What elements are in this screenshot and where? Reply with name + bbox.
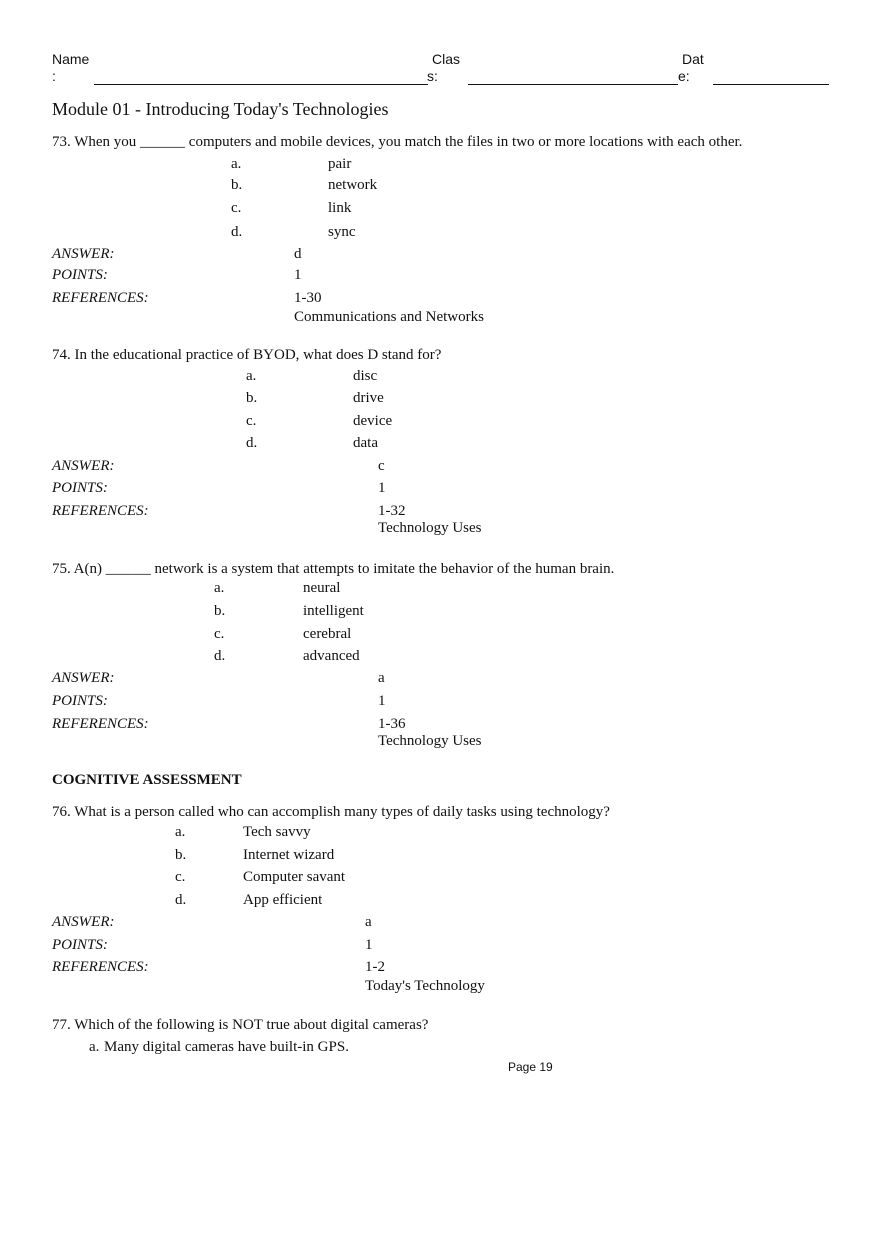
option-text: cerebral <box>303 626 352 642</box>
answer-label: ANSWER: <box>52 914 115 930</box>
date-label-suffix: e: <box>678 68 690 84</box>
reference-topic: Communications and Networks <box>294 309 484 325</box>
reference-topic: Technology Uses <box>378 520 482 536</box>
class-label-suffix: s: <box>427 68 438 84</box>
option-letter: a. <box>175 824 186 840</box>
points-label: POINTS: <box>52 937 108 953</box>
option-letter: d. <box>246 435 258 451</box>
question-stem: 75. A(n) ______ network is a system that attempts to imitate the behavior of the human brain. <box>52 561 615 577</box>
option-letter: d. <box>214 648 226 664</box>
question-stem: 76. What is a person called who can accomplish many types of daily tasks using technology? <box>52 804 610 820</box>
reference-page: 1-30 <box>294 290 322 306</box>
answer-label: ANSWER: <box>52 458 115 474</box>
option-text: Computer savant <box>243 869 346 885</box>
answer-value: c <box>378 458 385 474</box>
option-letter: d. <box>231 224 243 240</box>
option-letter: c. <box>231 200 242 216</box>
reference-topic: Technology Uses <box>378 733 482 749</box>
option-text: sync <box>328 224 356 240</box>
points-value: 1 <box>294 267 302 283</box>
reference-topic: Today's Technology <box>365 978 485 994</box>
points-label: POINTS: <box>52 267 108 283</box>
option-text: neural <box>303 580 341 596</box>
date-field-line[interactable] <box>713 84 829 85</box>
answer-value: a <box>378 670 385 686</box>
option-text: Many digital cameras have built-in GPS. <box>104 1039 349 1055</box>
module-title: Module 01 - Introducing Today's Technologies <box>52 99 389 119</box>
page-number: Page 19 <box>508 1060 553 1074</box>
option-text: App efficient <box>243 892 323 908</box>
name-label: Name <box>52 51 90 67</box>
option-letter: a. <box>246 368 257 384</box>
option-letter: c. <box>246 413 257 429</box>
option-letter: c. <box>214 626 225 642</box>
option-letter: c. <box>175 869 186 885</box>
option-text: device <box>353 413 393 429</box>
answer-label: ANSWER: <box>52 670 115 686</box>
option-text: data <box>353 435 378 451</box>
answer-value: d <box>294 246 302 262</box>
date-label: Dat <box>682 51 704 67</box>
points-label: POINTS: <box>52 480 108 496</box>
option-letter: b. <box>214 603 226 619</box>
points-label: POINTS: <box>52 693 108 709</box>
name-field-line[interactable] <box>94 84 428 85</box>
references-label: REFERENCES: <box>52 959 149 975</box>
section-heading: COGNITIVE ASSESSMENT <box>52 772 242 788</box>
question-stem: 73. When you ______ computers and mobile devices, you match the files in two or more locations with each other. <box>52 134 743 150</box>
reference-page: 1-2 <box>365 959 385 975</box>
option-text: Internet wizard <box>243 847 335 863</box>
class-field-line[interactable] <box>468 84 678 85</box>
option-text: drive <box>353 390 384 406</box>
answer-label: ANSWER: <box>52 246 115 262</box>
option-text: disc <box>353 368 378 384</box>
question-stem: 77. Which of the following is NOT true about digital cameras? <box>52 1017 429 1033</box>
points-value: 1 <box>378 480 386 496</box>
option-letter: a. <box>89 1039 100 1055</box>
name-label-colon: : <box>52 68 56 84</box>
references-label: REFERENCES: <box>52 503 149 519</box>
option-text: Tech savvy <box>243 824 311 840</box>
reference-page: 1-36 <box>378 716 406 732</box>
option-letter: a. <box>231 156 242 172</box>
reference-page: 1-32 <box>378 503 406 519</box>
references-label: REFERENCES: <box>52 716 149 732</box>
references-label: REFERENCES: <box>52 290 149 306</box>
points-value: 1 <box>365 937 373 953</box>
option-text: advanced <box>303 648 360 664</box>
option-text: intelligent <box>303 603 364 619</box>
class-label: Clas <box>432 51 461 67</box>
question-stem: 74. In the educational practice of BYOD, what does D stand for? <box>52 347 442 363</box>
option-letter: b. <box>231 177 243 193</box>
option-letter: b. <box>175 847 187 863</box>
option-letter: a. <box>214 580 225 596</box>
points-value: 1 <box>378 693 386 709</box>
answer-value: a <box>365 914 372 930</box>
option-letter: b. <box>246 390 258 406</box>
option-letter: d. <box>175 892 187 908</box>
option-text: network <box>328 177 378 193</box>
option-text: pair <box>328 156 352 172</box>
option-text: link <box>328 200 352 216</box>
